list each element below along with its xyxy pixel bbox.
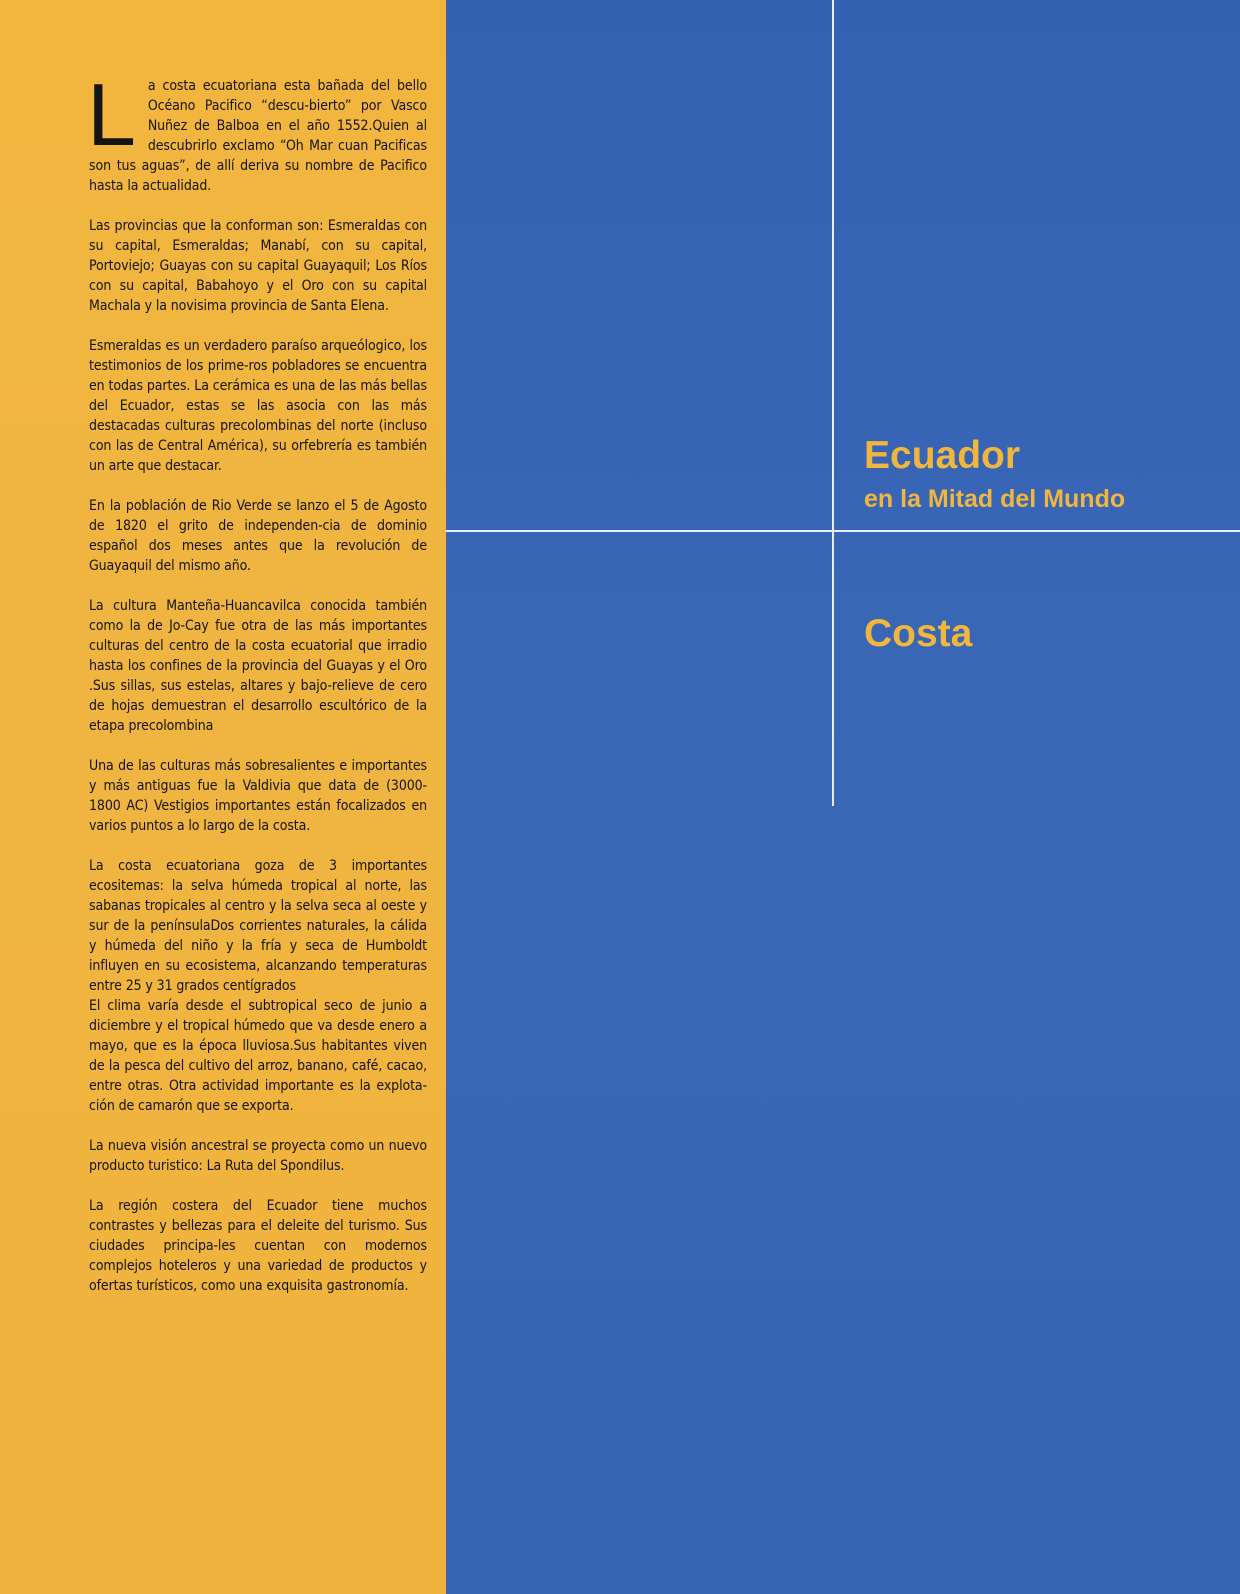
intro-text: a costa ecuatoriana esta bañada del bello Océano Pacifico “descu-bierto” por Vasco Nuñez de Balboa en el año 1552.Quien al descubrirlo exclamo “Oh Mar cuan Pacificas son tus aguas”, de allí deriva su nombre de Pacifico hasta la actualidad. (89, 78, 427, 194)
right-title-panel (446, 0, 1240, 1594)
paragraph-provinces: Las provincias que la conforman son: Esmeraldas con su capital, Esmeraldas; Manabí, con su capital, Portoviejo; Guayas con su capital Guayaquil; Los Ríos con su capital, Babahoyo y el Oro con su capital Machala y la novisima provincia de Santa Elena. (89, 218, 427, 314)
dropcap-letter: L (87, 65, 136, 164)
paragraph-spondilus-route: La nueva visión ancestral se proyecta como un nuevo producto turistico: La Ruta del Spondilus. (89, 1138, 427, 1174)
section-title: Costa (864, 612, 973, 655)
vertical-divider-line (832, 0, 834, 806)
paragraph-climate: El clima varía desde el subtropical seco de junio a diciembre y el tropical húmedo que va desde enero a mayo, que es la época lluviosa.Sus habitantes viven de la pesca del cultivo del arroz, banano, café, cacao, entre otras. Otra actividad importante es la explota-ción de camarón que se exporta. (89, 998, 427, 1114)
horizontal-divider-line (446, 530, 1240, 532)
paragraph-ecosystems: La costa ecuatoriana goza de 3 importantes ecositemas: la selva húmeda tropical al norte, las sabanas tropicales al centro y la selva seca al oeste y sur de la penínsulaDos corrientes naturales, la cálida y húmeda del niño y la fría y seca de Humboldt influyen en su ecosistema, alcanzando temperaturas entre 25 y 31 grados centígrados (89, 858, 427, 994)
paragraph-valdivia-culture: Una de las culturas más sobresalientes e importantes y más antiguas fue la Valdivia que data de (3000-1800 AC) Vestigios importantes están focalizados en varios puntos a lo largo de la costa. (89, 758, 427, 834)
paragraph-esmeraldas: Esmeraldas es un verdadero paraíso arqueólogico, los testimonios de los prime-ros pobladores se encuentra en todas partes. La cerámica es una de las más bellas del Ecuador, estas se las asocia con las más destacadas culturas precolombinas del norte (incluso con las de Central América), su orfebrería es también un arte que destacar. (89, 338, 427, 474)
article-body (87, 65, 427, 1316)
paragraph-mantena-culture: La cultura Manteña-Huancavilca conocida también como la de Jo-Cay fue otra de las más importantes culturas del centro de la costa ecuatorial que irradio hasta los confines de la provincia del Guayas y el Oro .Sus sillas, sus estelas, altares y bajo-relieve de cero de hojas demuestran el desarrollo escultórico de la etapa precolombina (89, 598, 427, 734)
intro-paragraph (87, 65, 427, 196)
page-subtitle: en la Mitad del Mundo (864, 485, 1126, 513)
paragraph-rio-verde: En la población de Rio Verde se lanzo el 5 de Agosto de 1820 el grito de independen-cia de dominio español dos meses antes que la revolución de Guayaquil del mismo año. (89, 498, 427, 574)
paragraph-tourism: La región costera del Ecuador tiene muchos contrastes y bellezas para el deleite del turismo. Sus ciudades principa-les cuentan con modernos complejos hoteleros y una variedad de productos y ofertas turísticos, como una exquisita gastronomía. (89, 1198, 427, 1294)
page-title: Ecuador (864, 434, 1021, 477)
